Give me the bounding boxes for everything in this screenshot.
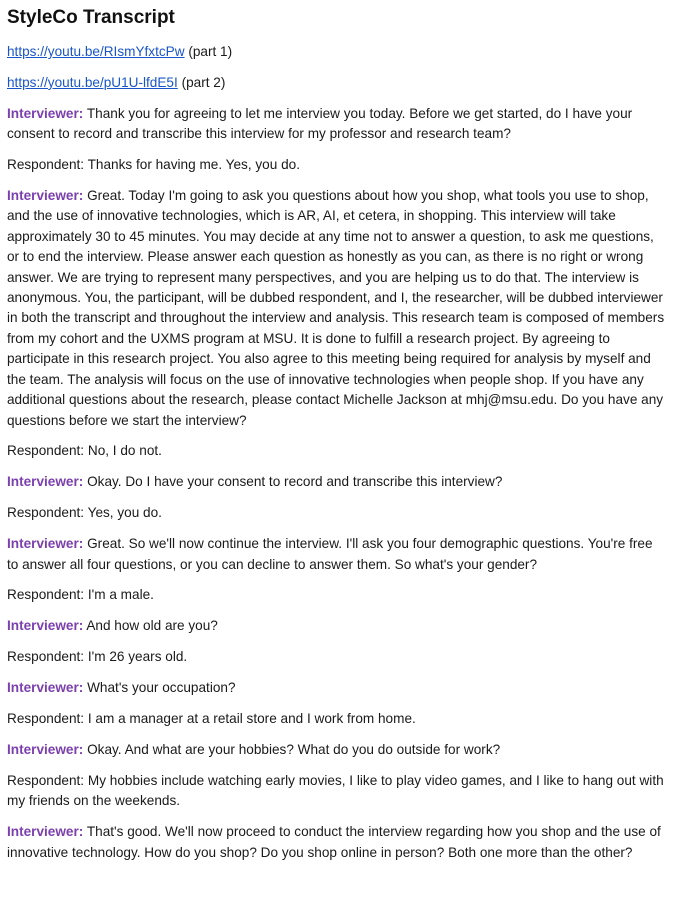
speaker-label: Interviewer: bbox=[7, 824, 84, 840]
document-title: StyleCo Transcript bbox=[7, 7, 175, 28]
video-link-part2[interactable]: https://youtu.be/pU1U-lfdE5I bbox=[7, 74, 178, 90]
transcript-turn bbox=[7, 740, 666, 760]
speaker-label: Interviewer: bbox=[7, 188, 84, 204]
speaker-label: Interviewer: bbox=[7, 741, 84, 757]
speaker-label: Respondent: bbox=[7, 505, 85, 521]
transcript-turn bbox=[7, 472, 666, 492]
video-link-row-part1 bbox=[7, 42, 666, 62]
turn-text: Yes, you do. bbox=[87, 505, 162, 521]
turn-text: Thanks for having me. Yes, you do. bbox=[87, 157, 300, 173]
turn-text: What's your occupation? bbox=[87, 680, 236, 696]
speaker-label: Interviewer: bbox=[7, 618, 84, 634]
transcript-turn bbox=[7, 155, 666, 175]
transcript-turn bbox=[7, 616, 666, 636]
speaker-label: Respondent: bbox=[7, 772, 85, 788]
turn-text: Thank you for agreeing to let me interview you today. Before we get started, do I have your consent to record and transcribe this interview for my professor and research team? bbox=[7, 105, 633, 142]
speaker-label: Interviewer: bbox=[7, 536, 84, 552]
turn-text: No, I do not. bbox=[87, 443, 162, 459]
turn-text: Great. So we'll now continue the interview. I'll ask you four demographic questions. You're free to answer all four questions, or you can decline to answer them. So what's your gender? bbox=[7, 536, 653, 572]
speaker-label: Respondent: bbox=[7, 587, 85, 603]
transcript-turn bbox=[7, 186, 666, 431]
transcript-turn bbox=[7, 822, 666, 863]
turn-text: Okay. Do I have your consent to record and transcribe this interview? bbox=[87, 474, 503, 490]
transcript-turn bbox=[7, 585, 666, 605]
transcript-turn bbox=[7, 104, 666, 145]
transcript-turn bbox=[7, 709, 666, 729]
transcript-turn bbox=[7, 647, 666, 667]
transcript-turn bbox=[7, 678, 666, 698]
turn-text: I am a manager at a retail store and I work from home. bbox=[87, 711, 416, 727]
turn-text: Great. Today I'm going to ask you questions about how you shop, what tools you use to shop, and the use of innovative technologies, which is AR, AI, et cetera, in shopping. This interview will take approximately 30 to 45 minutes. You may decide at any time not to answer a question, to ask me questions, or to end the interview. Please answer each question as honestly as you can, as there is no right or wrong answer. We are trying to represent many perspectives, and you are helping us to do that. The interview is anonymous. You, the participant, will be dubbed respondent, and I, the researcher, will be dubbed interviewer in both the transcript and throughout the interview and analysis. This research team is composed of members from my cohort and the UXMS program at MSU. It is done to fulfill a research project. By agreeing to participate in this research project. You also agree to this meeting being required for analysis by myself and the team. The analysis will focus on the use of innovative technologies when people shop. If you have any additional questions about the research, please contact Michelle Jackson at mhj@msu.edu. Do you have any questions before we start the interview? bbox=[7, 188, 665, 428]
turn-text: I'm 26 years old. bbox=[87, 649, 188, 665]
speaker-label: Respondent: bbox=[7, 711, 85, 727]
turn-text: My hobbies include watching early movies, I like to play video games, and I like to hang out with my friends on the weekends. bbox=[7, 772, 664, 809]
speaker-label: Respondent: bbox=[7, 157, 85, 173]
transcript-turn bbox=[7, 503, 666, 523]
turn-text: And how old are you? bbox=[86, 618, 218, 634]
speaker-label: Interviewer: bbox=[7, 474, 84, 490]
speaker-label: Respondent: bbox=[7, 649, 85, 665]
speaker-label: Respondent: bbox=[7, 443, 85, 459]
video-link-note-part1: (part 1) bbox=[188, 44, 233, 59]
speaker-label: Interviewer: bbox=[7, 105, 84, 121]
transcript-turn bbox=[7, 534, 666, 575]
video-link-row-part2 bbox=[7, 73, 666, 93]
turn-text: I'm a male. bbox=[87, 587, 154, 603]
turn-text: That's good. We'll now proceed to conduct the interview regarding how you shop and the use of innovative technology. How do you shop? Do you shop online in person? Both one more than the other? bbox=[7, 824, 661, 860]
speaker-label: Interviewer: bbox=[7, 680, 84, 696]
video-link-part1[interactable]: https://youtu.be/RIsmYfxtcPw bbox=[7, 44, 185, 59]
transcript-turn bbox=[7, 771, 666, 812]
turn-text: Okay. And what are your hobbies? What do you do outside for work? bbox=[87, 741, 501, 757]
transcript-turn bbox=[7, 441, 666, 461]
video-link-note-part2: (part 2) bbox=[181, 74, 226, 90]
